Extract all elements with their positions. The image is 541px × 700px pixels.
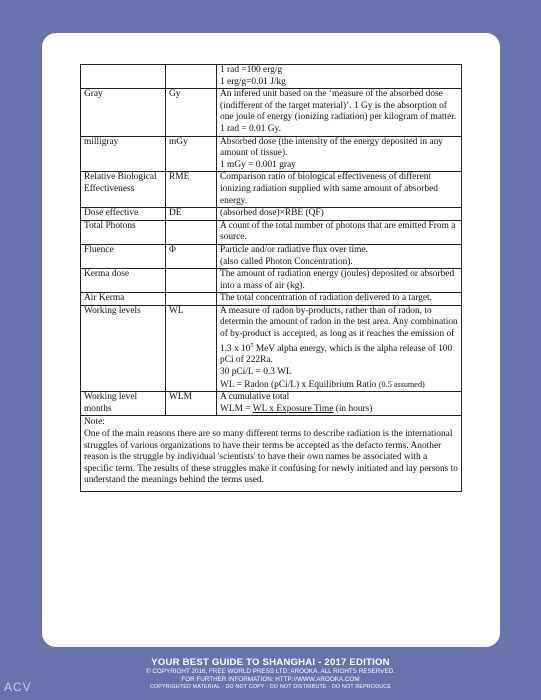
abbr-cell: DE — [166, 208, 217, 221]
table-row — [81, 244, 462, 268]
corner-watermark: ACV — [4, 680, 32, 694]
note-text: One of the main reasons there are so many different terms to describe radiation is the international struggles of various organizations to have their terms be accepted as the defacto terms. Another reason is the struggle by individual 'scientists' to have their own names be associated with a specific term. The results of these struggles make it confusing for newly initiated and lay persons to understand the meanings behind the terms used. — [84, 428, 458, 486]
table-row — [81, 220, 462, 244]
radiation-terms-table — [80, 64, 462, 492]
definition-line: A cumulative total — [220, 392, 290, 403]
table-row — [81, 293, 462, 306]
definition-line — [220, 379, 459, 392]
term-cell: milligray — [81, 136, 166, 172]
formula-text: WL = Radon (pCi/L) x Equilibrium Ratio — [220, 379, 379, 390]
abbr-cell — [166, 220, 217, 244]
term-cell: Fluence — [81, 244, 166, 268]
definition-cell: Comparison ratio of biological effectiveness of different ionizing radiation supplied with same amount of absorbed energy. — [217, 172, 462, 208]
formula-text: WLM = — [220, 403, 253, 414]
abbr-cell — [166, 293, 217, 306]
definition-cell — [217, 305, 462, 391]
table-row — [81, 208, 462, 221]
term-cell — [81, 65, 166, 89]
definition-cell — [217, 244, 462, 268]
exponent: 5 — [250, 342, 254, 349]
abbr-cell: mGy — [166, 136, 217, 172]
table-row — [81, 392, 462, 416]
abbr-cell — [166, 65, 217, 89]
term-cell: Kerma dose — [81, 269, 166, 293]
footer-title: YOUR BEST GUIDE TO SHANGHAI - 2017 EDITION — [151, 657, 390, 668]
page-footer — [0, 657, 541, 691]
definition-cell: An infered unit based on the ‘measure of the absorbed dose (indifferent of the target material)’. 1 Gy is the absorption of one joule of energy (ionizing radiation) per kilogram of matter. 1 rad = 0.01 Gy. — [217, 89, 462, 136]
table-row — [81, 305, 462, 391]
note-cell — [81, 416, 462, 492]
definition-cell: The amount of radiation energy (joules) deposited or absorbed into a mass of air (kg). — [217, 269, 462, 293]
page-card — [42, 33, 500, 647]
term-cell: Working level months — [81, 392, 166, 416]
abbr-cell: WL — [166, 305, 217, 391]
term-cell: Working levels — [81, 305, 166, 391]
definition-cell: (absorbed dose)×RBE (QF) — [217, 208, 462, 221]
formula-text: (in hours) — [333, 403, 373, 414]
definition-text: A measure of radon by-products, rather than of radon, to determin the amount of radon in the test area. Any combination of by-product is accepted, as long as it reaches the emission of 1.3 x 10 — [220, 305, 458, 354]
footer-copyright: © COPYRIGHT 2016, FREE WORLD PRESS LTD; AROOKA. ALL RIGHTS RESERVED. — [145, 668, 395, 675]
abbr-cell: Gy — [166, 89, 217, 136]
definition-line: Absorbed dose (the intensity of the energy deposited in any amount of tissue). — [220, 136, 443, 159]
definition-cell: The total concentration of radiation delivered to a target. — [217, 293, 462, 306]
definition-line: 1 erg/g=0.01 J/kg — [220, 76, 286, 87]
definition-line: (also called Photon Concentration). — [220, 256, 353, 267]
term-cell: Total Photons — [81, 220, 166, 244]
formula-underlined: WL x Exposure Time — [252, 403, 334, 414]
note-row — [81, 416, 462, 492]
footer-notice: COPYRIGHTED MATERIAL - DO NOT COPY - DO NOT DISTRIBUTE - DO NOT REPRODUCE — [149, 684, 392, 691]
table-row — [81, 269, 462, 293]
definition-paragraph — [220, 306, 459, 367]
term-cell: Gray — [81, 89, 166, 136]
abbr-cell: Φ — [166, 244, 217, 268]
term-cell: Dose effective — [81, 208, 166, 221]
definition-cell — [217, 136, 462, 172]
table-row — [81, 65, 462, 89]
definition-text: MeV alpha energy, which is the alpha release of 100 pCi of 222Ra. — [220, 343, 453, 366]
table-row — [81, 136, 462, 172]
definition-cell — [217, 392, 462, 416]
term-cell: Relative Biological Effectiveness — [81, 172, 166, 208]
definition-cell: A count of the total number of photons that are emitted From a source. — [217, 220, 462, 244]
definition-line: 1 mGy = 0.001 gray — [220, 159, 296, 170]
definition-line: 30 pCi/L = 0.3 WL — [220, 366, 292, 377]
formula-note: (0.5 assumed) — [378, 379, 425, 389]
definition-line — [220, 404, 459, 416]
definition-line: Particle and/or radiative flux over time. — [220, 244, 368, 255]
table-row — [81, 172, 462, 208]
table-row — [81, 89, 462, 136]
abbr-cell — [166, 269, 217, 293]
abbr-cell: WLM — [166, 392, 217, 416]
note-label: Note: — [84, 417, 105, 428]
definition-cell — [217, 65, 462, 89]
term-cell: Air Kerma — [81, 293, 166, 306]
definition-line: 1 rad =100 erg/g — [220, 65, 283, 75]
footer-info: FOR FURTHER INFORMATION: HTTP://WWW.AROOKA.COM — [181, 676, 360, 684]
abbr-cell: RME — [166, 172, 217, 208]
